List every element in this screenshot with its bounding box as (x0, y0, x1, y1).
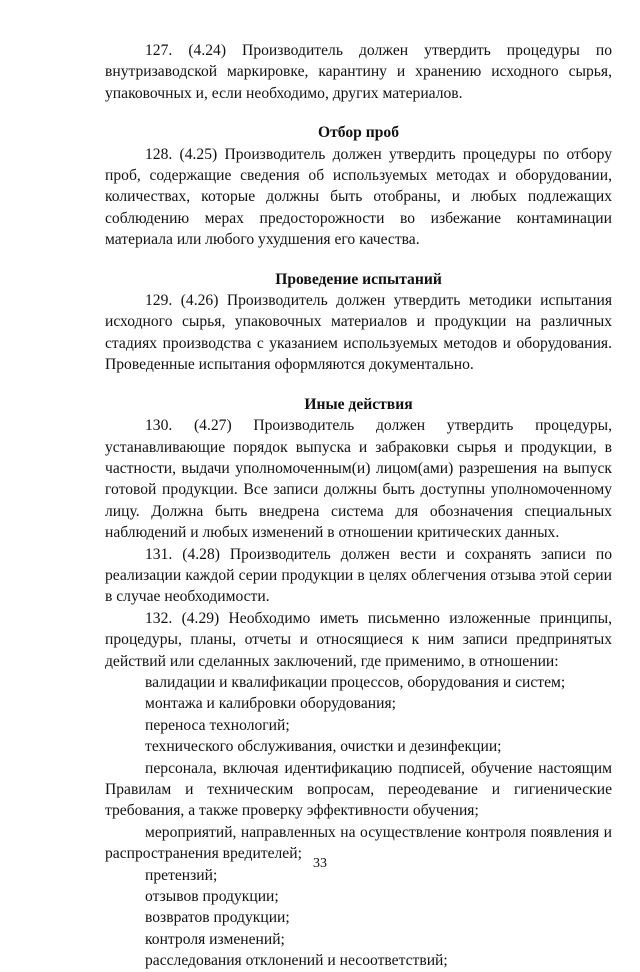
paragraph-132: 132. (4.29) Необходимо иметь письменно изложенные принципы, процедуры, планы, отчеты и относящиеся к ним записи предпринятых действий или сделанных заключений, где применимо, в отношении: (105, 609, 612, 670)
list-item: отзывов продукции; (145, 888, 279, 906)
list-item: переноса технологий; (145, 716, 290, 734)
paragraph-127: 127. (4.24) Производитель должен утвердить процедуры по внутризаводской маркировке, карантину и хранению исходного сырья, упаковочных и, если необходимо, других материалов. (105, 42, 612, 102)
paragraph-131: 131. (4.28) Производитель должен вести и сохранять записи по реализации каждой серии продукции в целях облегчения отзыва этой серии в случае необходимости. (105, 545, 612, 606)
heading-sampling: Отбор проб (318, 124, 399, 142)
list-item: контроля изменений; (145, 930, 285, 948)
paragraph-128: 128. (4.25) Производитель должен утвердить процедуры по отбору проб, содержащие сведения об используемых методах и оборудовании, количествах, которые должны быть отобраны, и любых подлежащих соблюдению мерах предосторожности во избежание контаминации материала или любого ухудшения его качества. (105, 145, 612, 249)
list-item: расследования отклонений и несоответствий; (145, 952, 448, 970)
list-item: технического обслуживания, очистки и дезинфекции; (145, 738, 502, 756)
list-item: мероприятий, направленных на осуществление контроля появления и распространения вредителей; (105, 823, 612, 863)
paragraph-130: 130. (4.27) Производитель должен утвердить процедуры, устанавливающие порядок выпуска и забраковки сырья и продукции, в частности, выдачи уполномоченным(и) лицом(ами) разрешения на выпуск готовой продукции. Все записи должны быть доступны уполномоченному лицу. Должна быть внедрена система для обозначения специальных наблюдений и любых изменений в отношении критических данных. (105, 417, 612, 542)
heading-other-actions: Иные действия (304, 395, 413, 413)
page-number: 33 (313, 856, 327, 871)
list-item: возвратов продукции; (145, 909, 290, 927)
heading-testing: Проведение испытаний (275, 270, 442, 288)
list-item: валидации и квалификации процессов, оборудования и систем; (145, 673, 566, 691)
paragraph-129: 129. (4.26) Производитель должен утвердить методики испытания исходного сырья, упаковочных материалов и продукции на различных стадиях производства с указанием используемых методов и оборудования. Проведенные испытания оформляются документально. (105, 292, 612, 374)
document-body (105, 40, 612, 972)
list-item: претензий; (145, 866, 218, 884)
list-item: персонала, включая идентификацию подписей, обучение настоящим Правилам и техническим вопросам, переодевание и гигиенические требования, а также проверку эффективности обучения; (105, 759, 612, 820)
list-item: монтажа и калибровки оборудования; (145, 695, 396, 713)
